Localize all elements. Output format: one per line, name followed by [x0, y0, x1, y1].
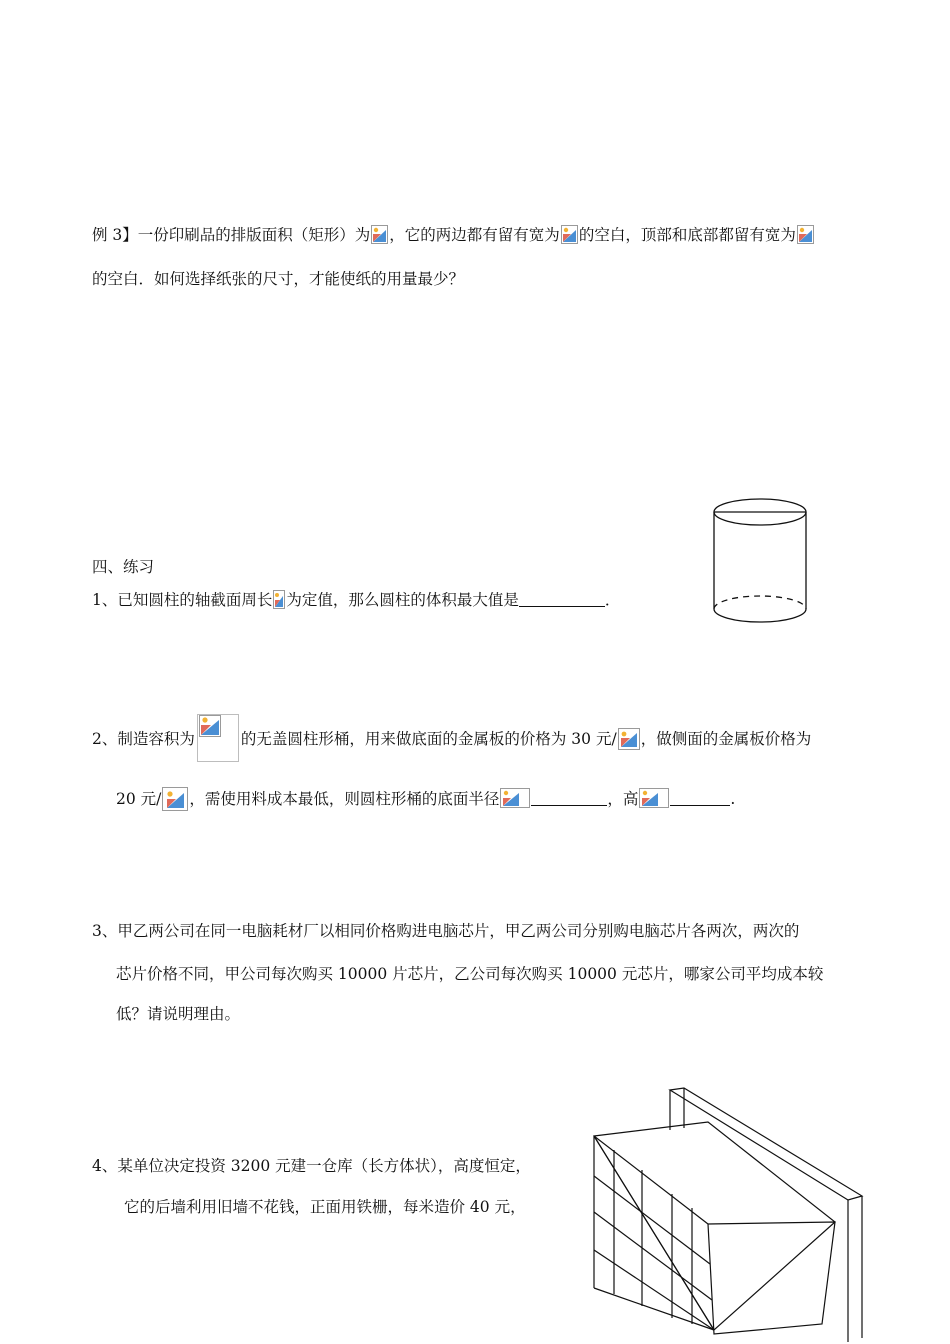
- warehouse-figure: [590, 1084, 880, 1344]
- formula-image-icon: [618, 728, 640, 750]
- example3-line2: 的空白．如何选择纸张的尺寸，才能使纸的用量最少？: [92, 270, 465, 288]
- formula-image-icon: [273, 590, 285, 609]
- q1-text-a: 1、已知圆柱的轴截面周长: [92, 591, 273, 609]
- volume-formula-image: [197, 714, 239, 762]
- q2-height-blank[interactable]: [670, 789, 730, 806]
- formula-image-icon: [561, 225, 578, 244]
- q2-text-e: ，需使用料成本最低，则圆柱形桶的底面半径: [189, 790, 500, 808]
- q2-text-b: 的无盖圆柱形桶，用来做底面的金属板的价格为 30 元/: [240, 730, 617, 748]
- example3-line1: [92, 224, 815, 246]
- example3-text-b: ，它的两边都有留有宽为: [389, 226, 560, 244]
- q2-text-c: ，做侧面的金属板价格为: [640, 730, 812, 748]
- formula-image-icon: [639, 788, 669, 808]
- formula-image-icon: [371, 225, 388, 244]
- q3-line3: 低？请说明理由。: [116, 1005, 241, 1023]
- q1-answer-blank[interactable]: [519, 590, 605, 607]
- q3-line2: 芯片价格不同，甲公司每次购买 10000 片芯片，乙公司每次购买 10000 元芯片，哪家公司平均成本较: [116, 965, 824, 983]
- formula-image-icon: [162, 787, 188, 811]
- q2-text-d: 20 元/: [116, 790, 162, 808]
- section-title: 四、练习: [92, 558, 155, 576]
- q1-text-b: 为定值，那么圆柱的体积最大值是: [286, 591, 519, 609]
- formula-image-icon: [797, 225, 814, 244]
- example3-text-c: 的空白，顶部和底部都留有宽为: [578, 226, 796, 244]
- q2-text-f: ，高: [607, 790, 639, 808]
- formula-image-icon: [500, 788, 530, 808]
- q3-line1: 3、甲乙两公司在同一电脑耗材厂以相同价格购进电脑芯片，甲乙两公司分别购电脑芯片各两次，两次的: [92, 922, 800, 940]
- q2-radius-blank[interactable]: [531, 789, 607, 806]
- formula-image-icon: [199, 715, 221, 737]
- q2-line2: [116, 787, 735, 811]
- q2-text-a: 2、制造容积为: [92, 730, 195, 748]
- q2-line1: [92, 714, 811, 762]
- q1-text-end: ．: [604, 591, 621, 609]
- cylinder-figure: [705, 492, 815, 632]
- q4-line2: 它的后墙利用旧墙不花钱，正面用铁栅，每米造价 40 元，: [124, 1198, 526, 1216]
- q4-line1: 4、某单位决定投资 3200 元建一仓库（长方体状），高度恒定，: [92, 1157, 531, 1175]
- q2-text-end: .: [730, 790, 736, 808]
- q1-line: [92, 589, 620, 611]
- example3-text-a: 例 3】一份印刷品的排版面积（矩形）为: [92, 226, 371, 244]
